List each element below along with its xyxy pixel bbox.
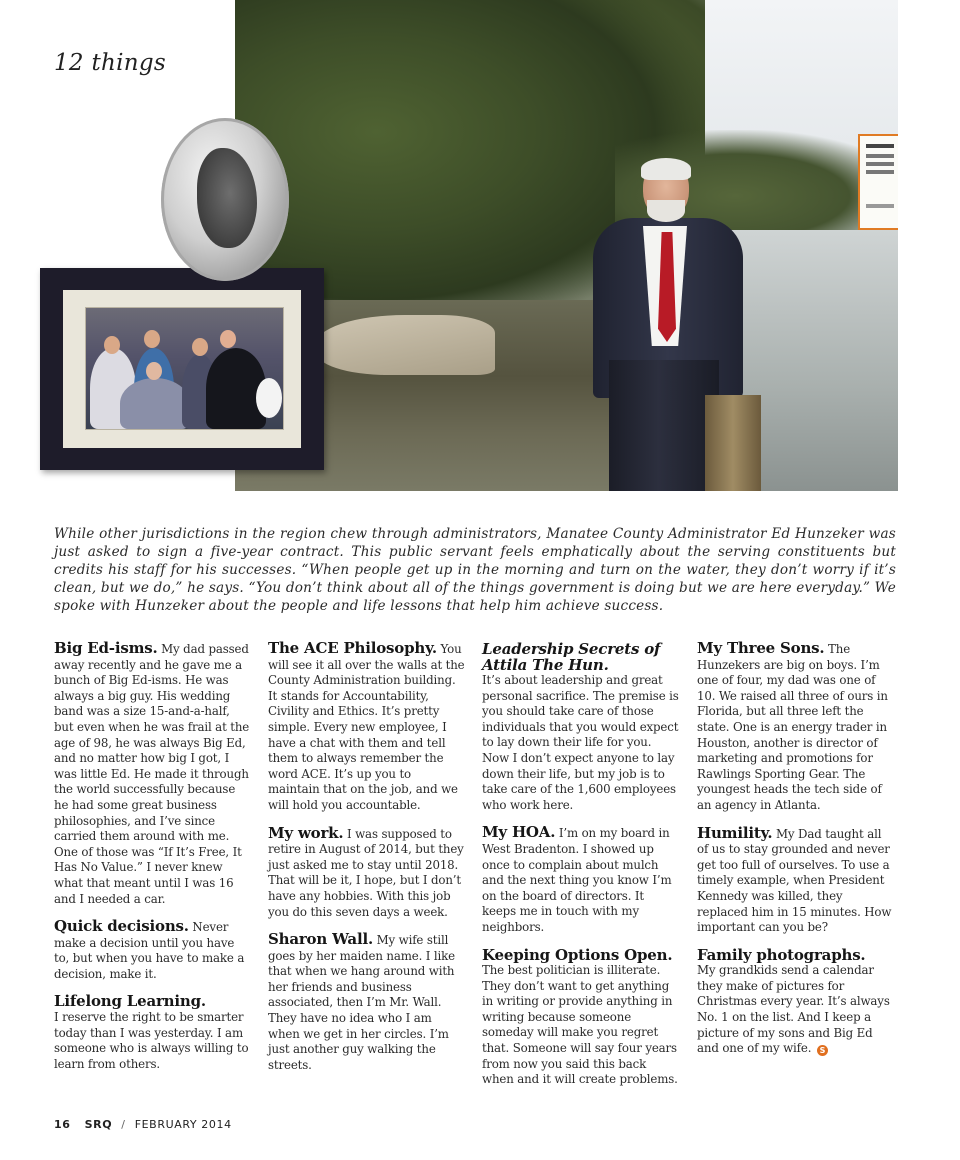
item-text: My dad passed away recently and he gave me a bunch of Big Ed-isms. He was always a big guy. His wedding band was a size 15-and-a-half, but even when he was frail at the age of 98, he was always Big Ed, and no matter how big I got, I was little Ed. He made it through the world successfully because he had some great business philosophies, and I’ve since carried them around with me. One of those was “If It’s Free, It Has No Value.” I never knew what that meant until I was 16 and I needed a car. <box>54 642 250 906</box>
item-title: My HOA. <box>482 823 556 842</box>
framed-family-photo <box>40 268 324 470</box>
item-title: The ACE Philosophy. <box>268 639 437 657</box>
hero-photo <box>235 0 898 491</box>
family-snapshot <box>85 307 284 430</box>
section-kicker: 12 things <box>54 50 167 76</box>
item-title: My Three Sons. <box>697 639 825 657</box>
list-item <box>268 823 466 921</box>
item-text: It’s about leadership and great personal sacrifice. The premise is you should take care of those individuals that you would expect to lay down their life for you. Now I don’t expect anyone to lay down their life, but my job is to take care of the 1,600 employees who work here. <box>482 673 679 812</box>
column-2 <box>268 641 466 1085</box>
list-item <box>268 641 466 814</box>
footer-separator: / <box>121 1118 126 1131</box>
item-text: The best politician is illiterate. They don’t want to get anything in writing or provide anything in writing because someone someday will make you regret that. Someone will say four years from now you said this back when and it will create problems. <box>482 963 678 1087</box>
coin-profile <box>197 148 257 248</box>
list-item <box>482 641 680 813</box>
item-text: I was supposed to retire in August of 2014, but they just asked me to stay until 2018. That will be it, I hope, but I don’t have any hobbies. With this job you do this seven days a week. <box>268 826 464 919</box>
list-item <box>482 945 680 1088</box>
page-number: 16 <box>54 1118 71 1131</box>
list-item <box>54 919 252 982</box>
list-item <box>697 945 895 1057</box>
photo-mat <box>63 290 301 448</box>
attila-coin-image <box>161 118 289 281</box>
item-text: My Dad taught all of us to stay grounded and never get too full of ourselves. To use a timely example, when President Kennedy was killed, they replaced him in 15 minutes. How important can you be? <box>697 826 892 935</box>
item-text: I’m on my board in West Bradenton. I showed up once to complain about mulch and the next thing you know I’m on the board of directors. It keeps me in touch with my neighbors. <box>482 826 672 934</box>
list-item <box>54 994 252 1072</box>
item-text: You will see it all over the walls at the County Administration building. It stands for Accountability, Civility and Ethics. It’s pretty simple. Every new employee, I have a chat with them and tell them to always remember the word ACE. It’s up you to maintain that on the job, and we will hold you accountable. <box>268 642 465 812</box>
list-item <box>697 641 895 814</box>
issue-date: FEBRUARY 2014 <box>134 1118 232 1131</box>
item-title: Quick decisions. <box>54 917 189 936</box>
subject-beard <box>647 200 685 222</box>
photo-wooden-post <box>705 395 761 491</box>
end-mark-icon: S <box>817 1045 828 1056</box>
list-item <box>54 641 252 907</box>
column-4 <box>697 641 895 1069</box>
item-title: Family photographs. <box>697 945 866 964</box>
photo-sign <box>858 134 898 230</box>
column-1 <box>54 641 252 1084</box>
magazine-brand: SRQ <box>84 1118 113 1131</box>
item-text: Never make a decision until you have to, but when you have to make a decision, make it. <box>54 920 245 981</box>
list-item <box>697 823 895 936</box>
intro-paragraph: While other jurisdictions in the region chew through administrators, Manatee County Administrator Ed Hunzeker was just asked to sign a five-year contract. This public servant feels emphatically about the serving constituents but credits his staff for his successes. “When people get up in the morning and turn on the water, they don’t worry if it’s clean, but we do,” he says. “You don’t think about all of the things government is doing but we are here everyday.” We spoke with Hunzeker about the people and life lessons that help him achieve success. <box>54 526 896 614</box>
item-title: Big Ed-isms. <box>54 639 158 657</box>
item-title: Humility. <box>697 823 773 842</box>
item-text: I reserve the right to be smarter today than I was yesterday. I am someone who is always willing to learn from others. <box>54 1010 249 1071</box>
column-3 <box>482 641 680 1100</box>
item-title: My work. <box>268 823 344 842</box>
list-item <box>482 825 680 935</box>
subject-hair <box>641 158 691 180</box>
item-title: Leadership Secrets of Attila The Hun. <box>482 640 661 674</box>
item-title: Sharon Wall. <box>268 930 373 949</box>
item-text: My grandkids send a calendar they make of pictures for Christmas every year. It’s always No. 1 on the list. And I keep a picture of my sons and Big Ed and one of my wife. <box>697 963 890 1056</box>
photo-sandbank <box>315 315 495 375</box>
item-text: The Hunzekers are big on boys. I’m one of four, my dad was one of 10. We raised all three of ours in Florida, but all three left the state. One is an energy trader in Houston, another is director of marketing and promotions for Rawlings Sporting Gear. The youngest heads the tech side of an agency in Atlanta. <box>697 642 888 812</box>
subject-pants <box>609 360 719 491</box>
list-item <box>268 932 466 1073</box>
page-footer <box>54 1118 232 1131</box>
item-title: Lifelong Learning. <box>54 992 206 1011</box>
item-title: Keeping Options Open. <box>482 945 673 964</box>
item-text: My wife still goes by her maiden name. I like that when we hang around with her friends and business associated, then I’m Mr. Wall. They have no idea who I am when we get in her circles. I’m just another guy walking the streets. <box>268 933 455 1072</box>
